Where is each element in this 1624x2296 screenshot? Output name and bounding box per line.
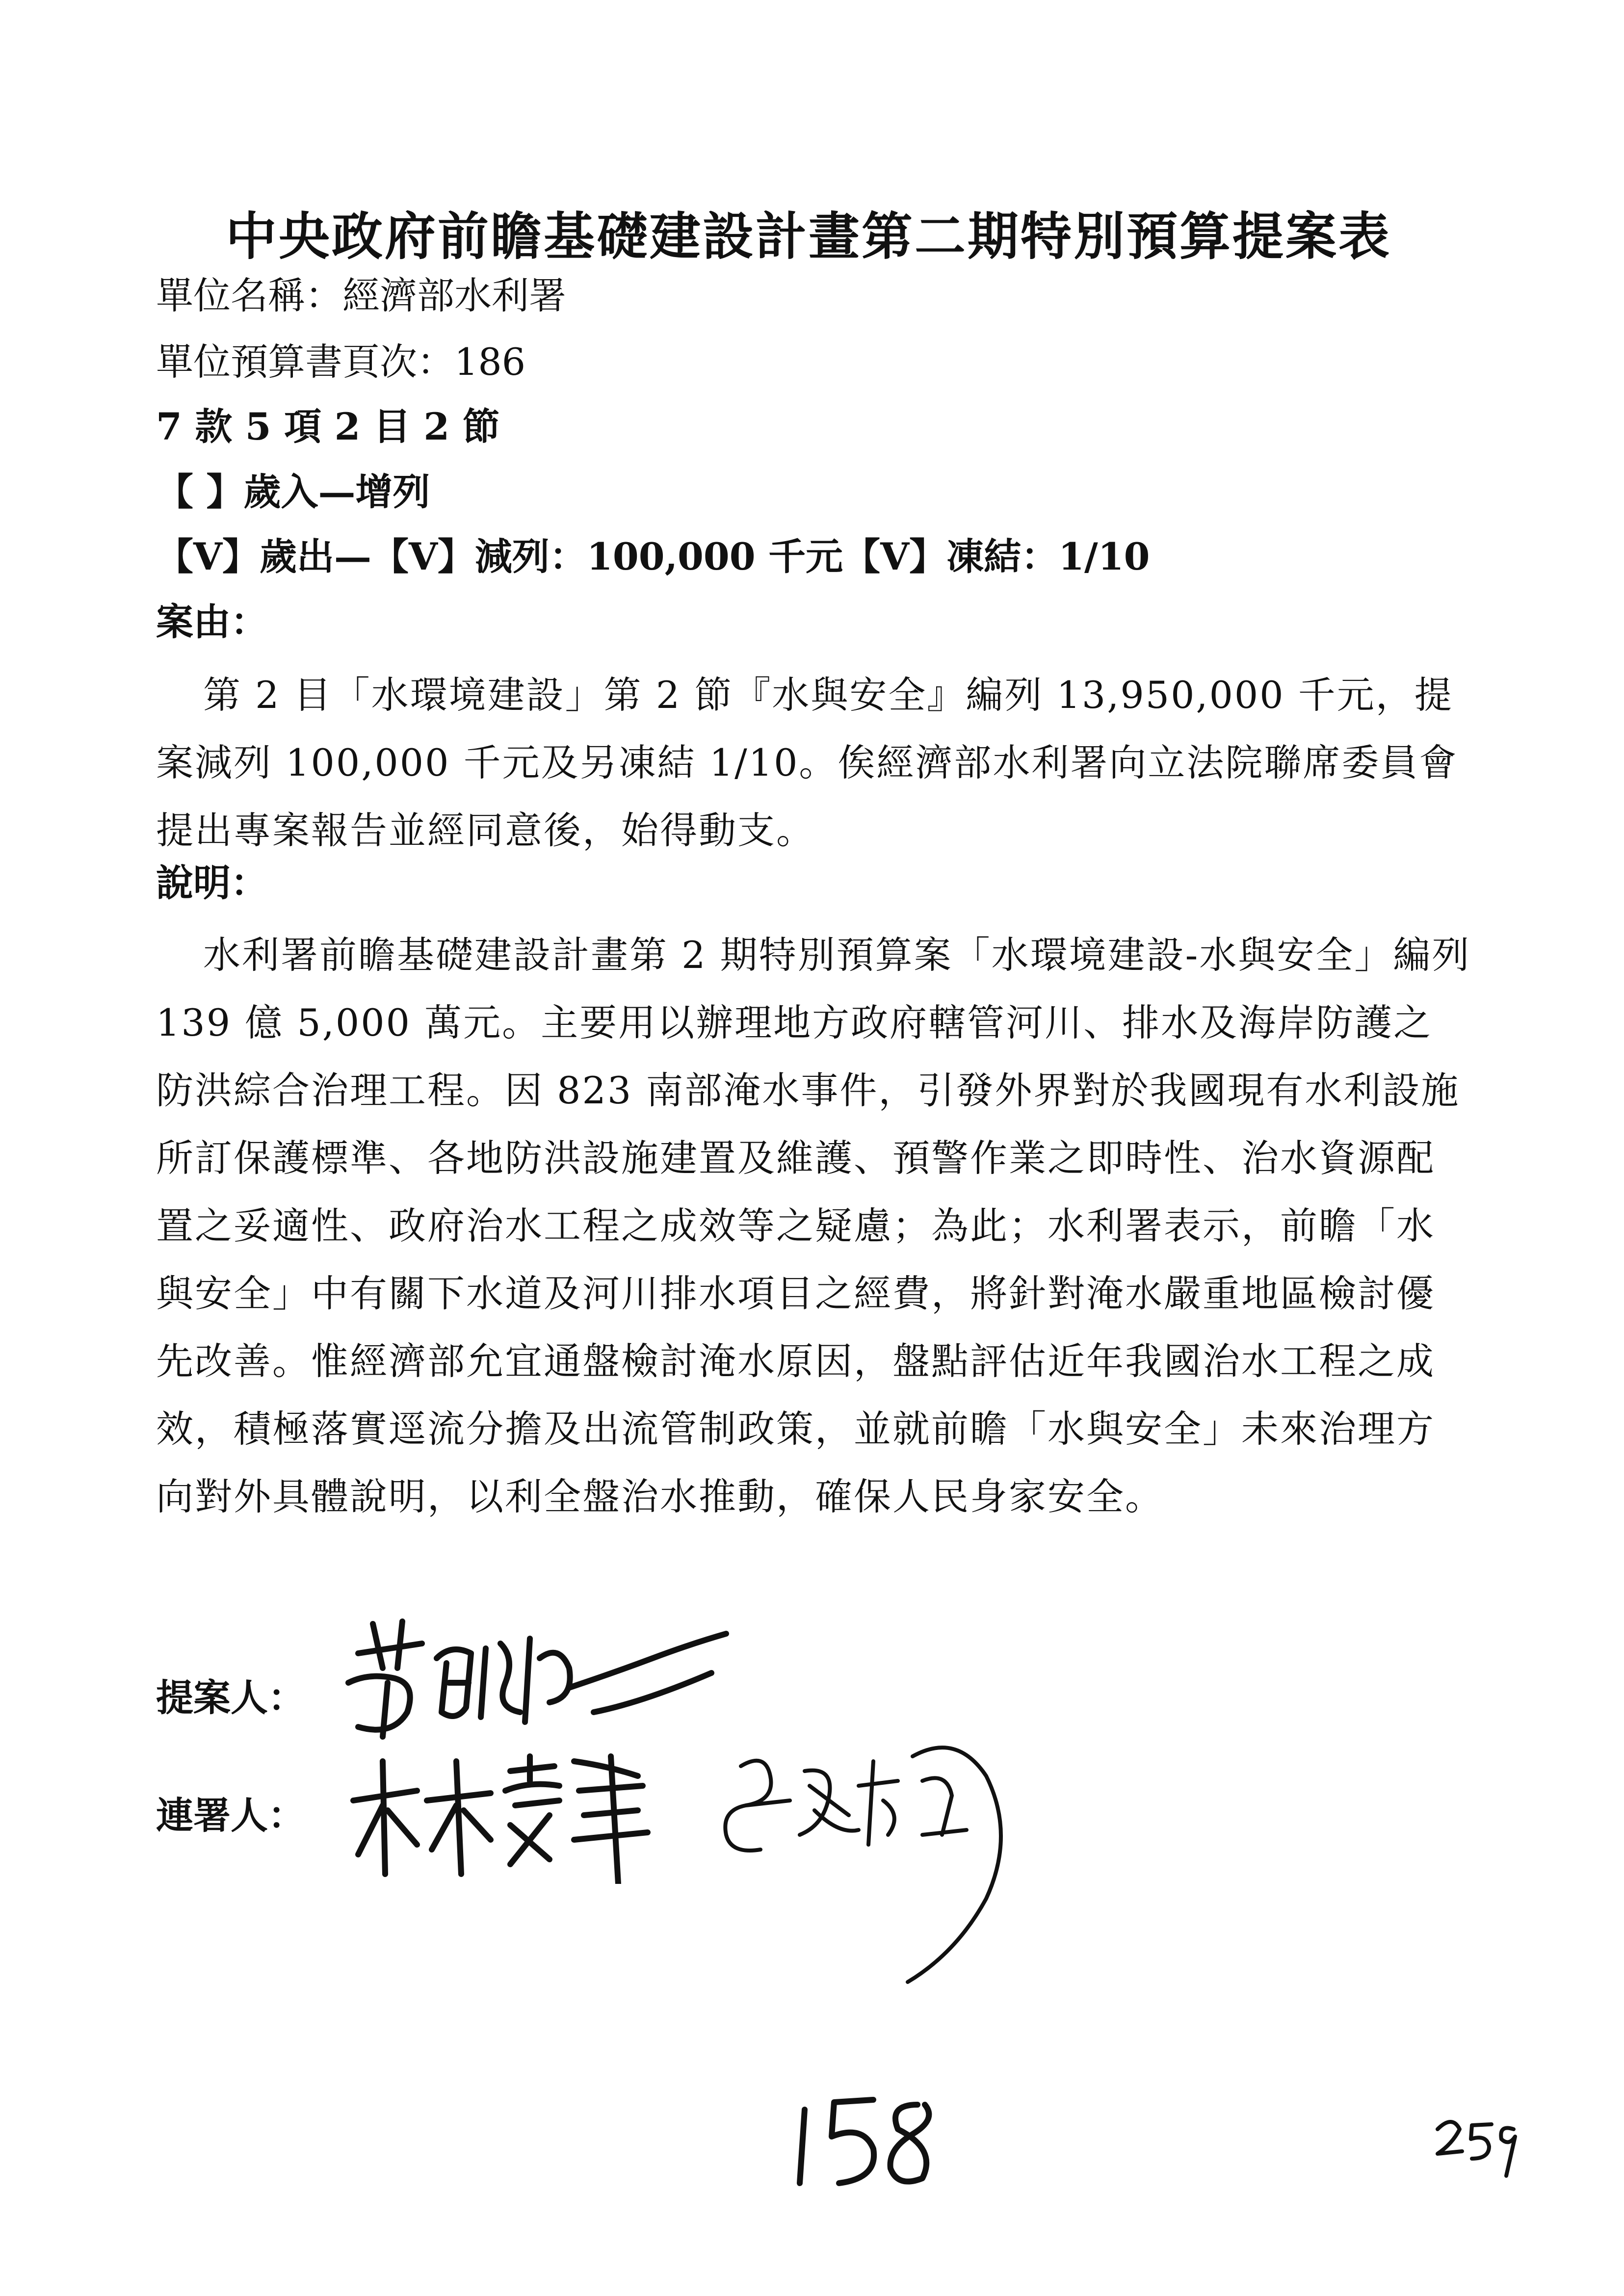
handwritten-corner-number [1433,2110,1521,2180]
cosigner-signature-1 [343,1747,657,1884]
reason-heading: 案由： [156,600,268,644]
expenditure-line: 【V】歲出—【V】減列：100,000 千元【V】凍結：1/10 [156,535,1150,578]
explanation-text: 水利署前瞻基礎建設計畫第 2 期特別預算案「水環境建設-水與安全」編列 139 億 5,000 萬元。主要用以辦理地方政府轄管河川、排水及海岸防護之防洪綜合治理工程。因 823 南部淹水事件，引發外界對於我國現有水利設施所訂保護標準、各地防洪設施建置及維護、預警作業之即時性、治水資源配置之妥適性、政府治水工程之成效等之疑慮；為此；水利署表示，前瞻「水與安全」中有關下水道及河川排水項目之經費，將針對淹水嚴重地區檢討優先改善。惟經濟部允宜通盤檢討淹水原因，盤點評估近年我國治水工程之成效，積極落實逕流分擔及出流管制政策，並就前瞻「水與安全」未來治理方向對外具體說明，以利全盤治水推動，確保人民身家安全。 [156,933,1471,1518]
budget-page: 單位預算書頁次：186 [156,340,526,384]
cosigner-label: 連署人： [156,1794,305,1837]
proposer-label: 提案人： [156,1676,305,1720]
unit-name: 單位名稱：經濟部水利署 [156,274,566,317]
revenue-line: 【 】歲入—增列 [156,470,430,514]
document-title: 中央政府前瞻基礎建設計畫第二期特別預算提案表 [226,206,1392,266]
reason-text: 第 2 目「水環境建設」第 2 節『水與安全』編列 13,950,000 千元，提案減列 100,000 千元及另凍結 1/10。俟經濟部水利署向立法院聯席委員會提出專案報告並經同意後，始得動支。 [156,673,1458,852]
explanation-heading: 說明： [156,861,268,905]
cosigner-signature-2 [711,1737,1016,1992]
budget-section: 7 款 5 項 2 目 2 節 [156,405,500,448]
handwritten-page-number [790,2090,947,2190]
proposer-signature [339,1614,741,1742]
